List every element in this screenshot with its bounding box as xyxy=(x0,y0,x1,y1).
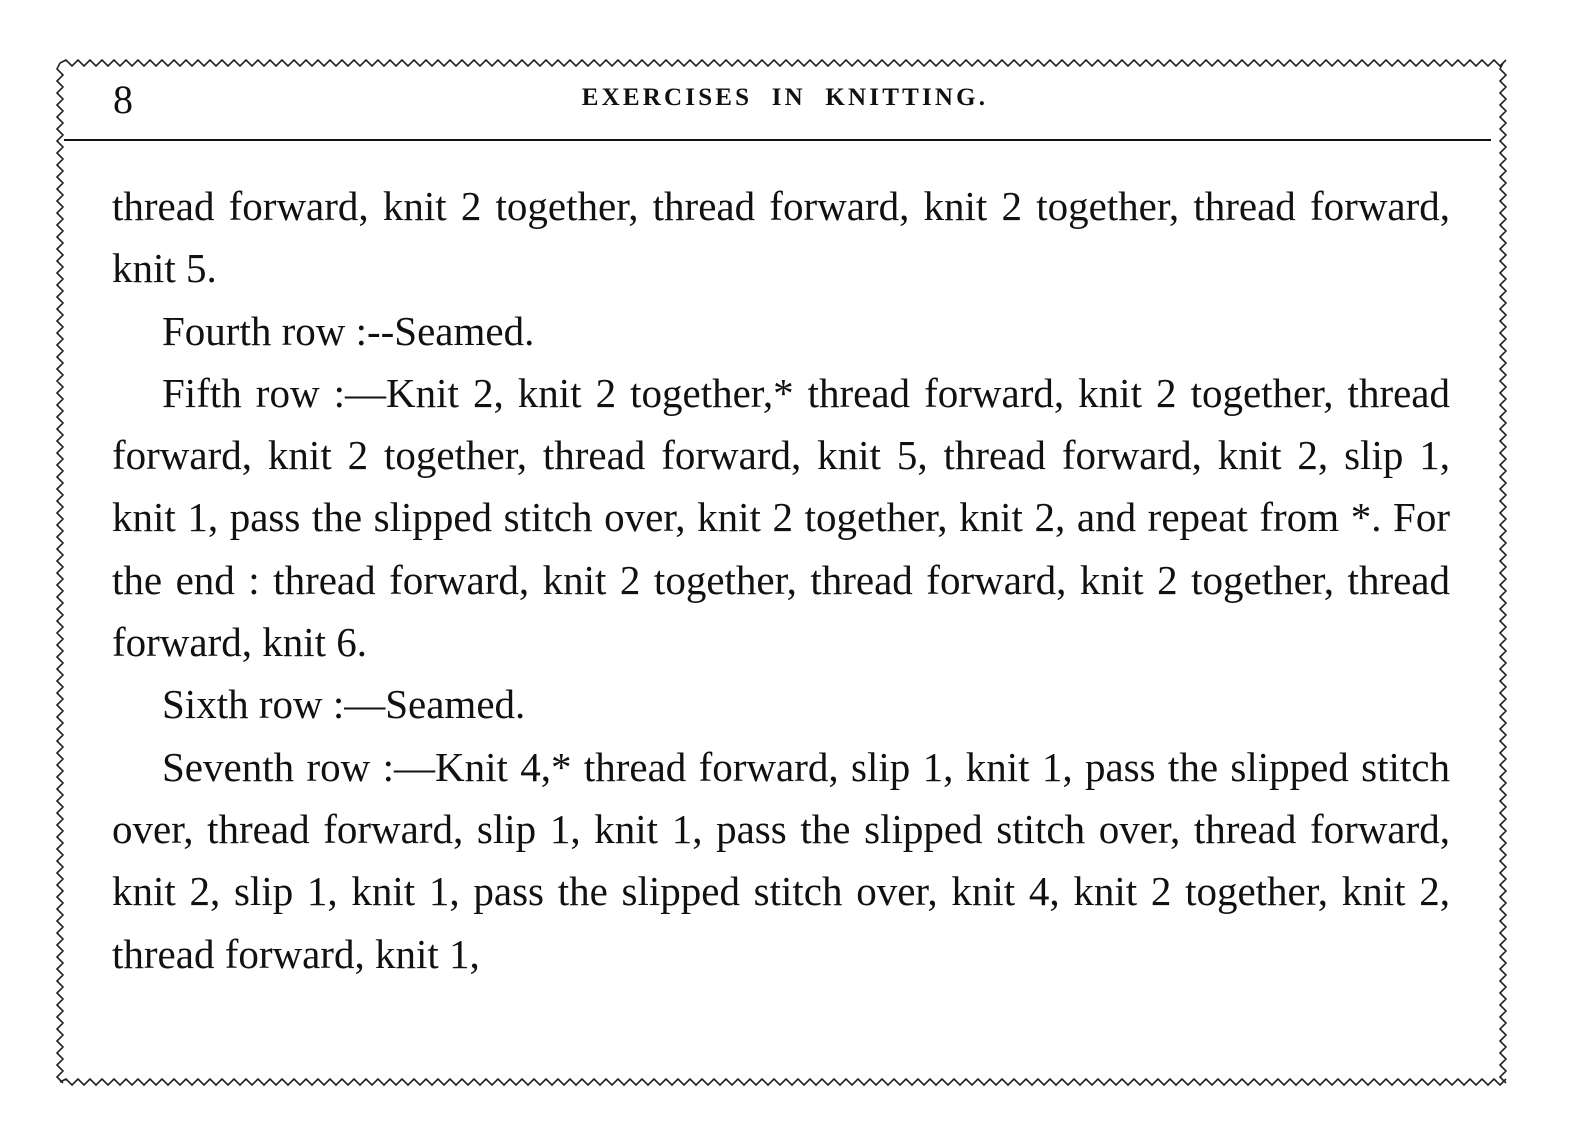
running-head: EXERCISES IN KNITTING. xyxy=(581,84,989,111)
paragraph-seventh-row: Seventh row :—Knit 4,* thread forward, slip 1, knit 1, pass the slipped stitch over, thread forward, slip 1, knit 1, pass the slipped stitch over, thread forward, knit 2, slip 1, knit 1, pass the slipped stitch over, knit 4, knit 2 together, knit 2, thread forward, knit 1, xyxy=(112,743,1450,977)
body-text xyxy=(112,175,1450,985)
paragraph-fourth-row: Fourth row :--Seamed. xyxy=(162,307,535,354)
paragraph-sixth-row: Sixth row :—Seamed. xyxy=(162,681,526,728)
header-rule xyxy=(64,139,1491,141)
paragraph-fifth-row: Fifth row :—Knit 2, knit 2 together,* thread forward, knit 2 together, thread forward, knit 2 together, thread forward, knit 5, thread forward, knit 2, slip 1, knit 1, pass the slipped stitch over, knit 2 together, knit 2, and repeat from *. For the end : thread forward, knit 2 together, thread forward, knit 2 together, thread forward, knit 6. xyxy=(112,369,1450,666)
page-header xyxy=(0,0,1570,140)
page-number: 8 xyxy=(113,77,133,122)
paragraph-continuation: thread forward, knit 2 together, thread forward, knit 2 together, thread forward, knit 5. xyxy=(112,183,1450,292)
